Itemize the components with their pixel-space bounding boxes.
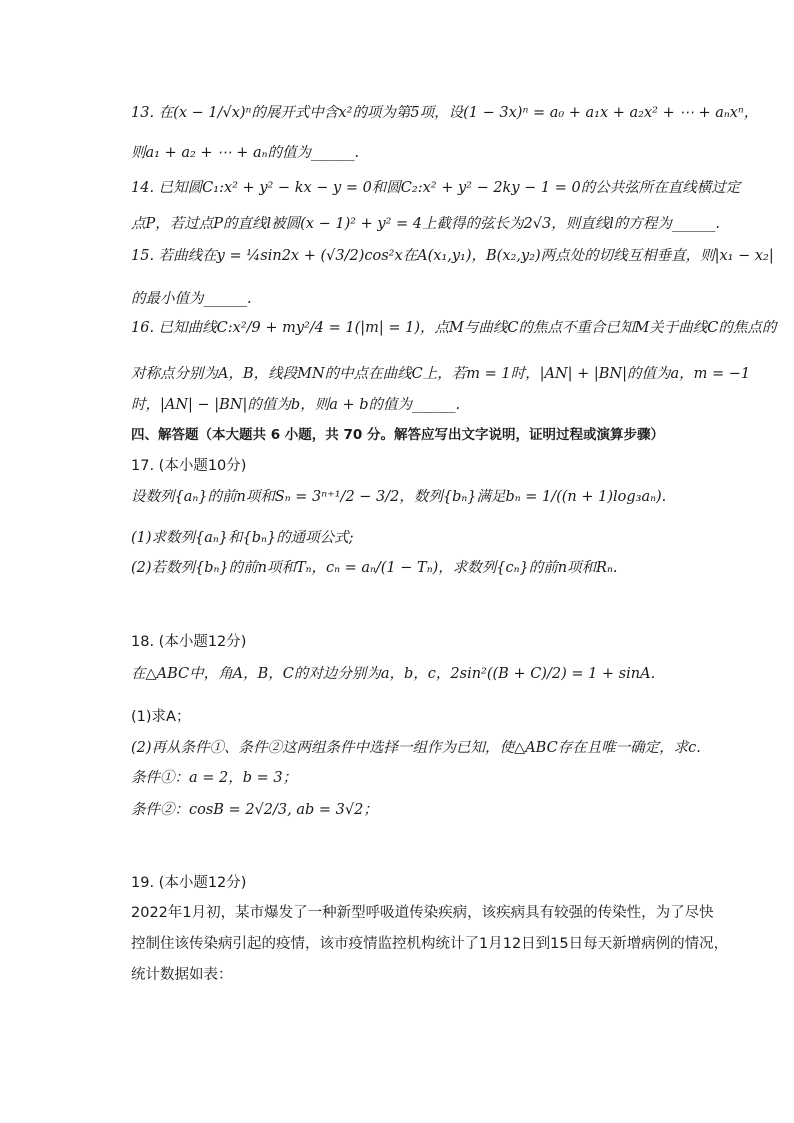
q18-stem: 在△ABC中，角A，B，C的对边分别为a，b，c，2sin²((B + C)/2) = 1 + sinA.	[131, 666, 656, 682]
q16-line-3: 时，|AN| − |BN|的值为b，则a + b的值为______.	[131, 397, 461, 413]
q17-header: 17. (本小题10分)	[131, 458, 247, 474]
q16-line-2: 对称点分别为A，B，线段MN的中点在曲线C上，若m = 1时，|AN| + |BN|的值为a，m = −1	[131, 366, 751, 382]
q17-stem: 设数列{aₙ}的前n项和Sₙ = 3ⁿ⁺¹/2 − 3/2，数列{bₙ}满足bₙ = 1/((n + 1)log₃aₙ).	[131, 489, 667, 505]
q18-header: 18. (本小题12分)	[131, 634, 247, 650]
q14-line-2: 点P，若过点P的直线l被圆(x − 1)² + y² = 4上截得的弦长为2√3，则直线l的方程为______.	[131, 216, 720, 232]
q18-part-1: (1)求A；	[131, 709, 191, 725]
q18-condition-1: 条件①：a = 2，b = 3；	[131, 770, 298, 786]
q15-line-2: 的最小值为______.	[131, 291, 252, 307]
q19-line-3: 统计数据如表：	[131, 967, 233, 983]
q13-line-1: 13. 在(x − 1/√x)ⁿ的展开式中含x²的项为第5项，设(1 − 3x)ⁿ = a₀ + a₁x + a₂x² + ⋯ + aₙxⁿ，	[131, 105, 759, 121]
q14-line-1: 14. 已知圆C₁:x² + y² − kx − y = 0和圆C₂:x² + y² − 2ky − 1 = 0的公共弦所在直线横过定	[131, 180, 741, 196]
q19-line-1: 2022年1月初，某市爆发了一种新型呼吸道传染疾病，该疾病具有较强的传染性，为了尽快	[131, 905, 714, 921]
q19-line-2: 控制住该传染病引起的疫情，该市疫情监控机构统计了1月12日到15日每天新增病例的情况，	[131, 936, 729, 952]
q13-line-2: 则a₁ + a₂ + ⋯ + aₙ的值为______.	[131, 145, 360, 161]
q17-part-1: (1)求数列{aₙ}和{bₙ}的通项公式;	[131, 530, 354, 546]
q16-line-1: 16. 已知曲线C:x²/9 + my²/4 = 1(|m| = 1)，点M与曲线C的焦点不重合已知M关于曲线C的焦点的	[131, 320, 777, 336]
q19-header: 19. (本小题12分)	[131, 875, 247, 891]
q18-part-2: (2)再从条件①、条件②这两组条件中选择一组作为已知，使△ABC存在且唯一确定，求c.	[131, 740, 701, 756]
q18-condition-2: 条件②：cosB = 2√2/3, ab = 3√2；	[131, 802, 378, 818]
q17-part-2: (2)若数列{bₙ}的前n项和Tₙ，cₙ = aₙ/(1 − Tₙ)，求数列{cₙ}的前n项和Rₙ.	[131, 560, 618, 576]
q15-line-1: 15. 若曲线在y = ¼sin2x + (√3/2)cos²x在A(x₁,y₁)，B(x₂,y₂)两点处的切线互相垂直，则|x₁ − x₂|	[131, 248, 774, 264]
section-four-heading: 四、解答题（本大题共 6 小题，共 70 分。解答应写出文字说明，证明过程或演算步骤）	[131, 427, 664, 443]
